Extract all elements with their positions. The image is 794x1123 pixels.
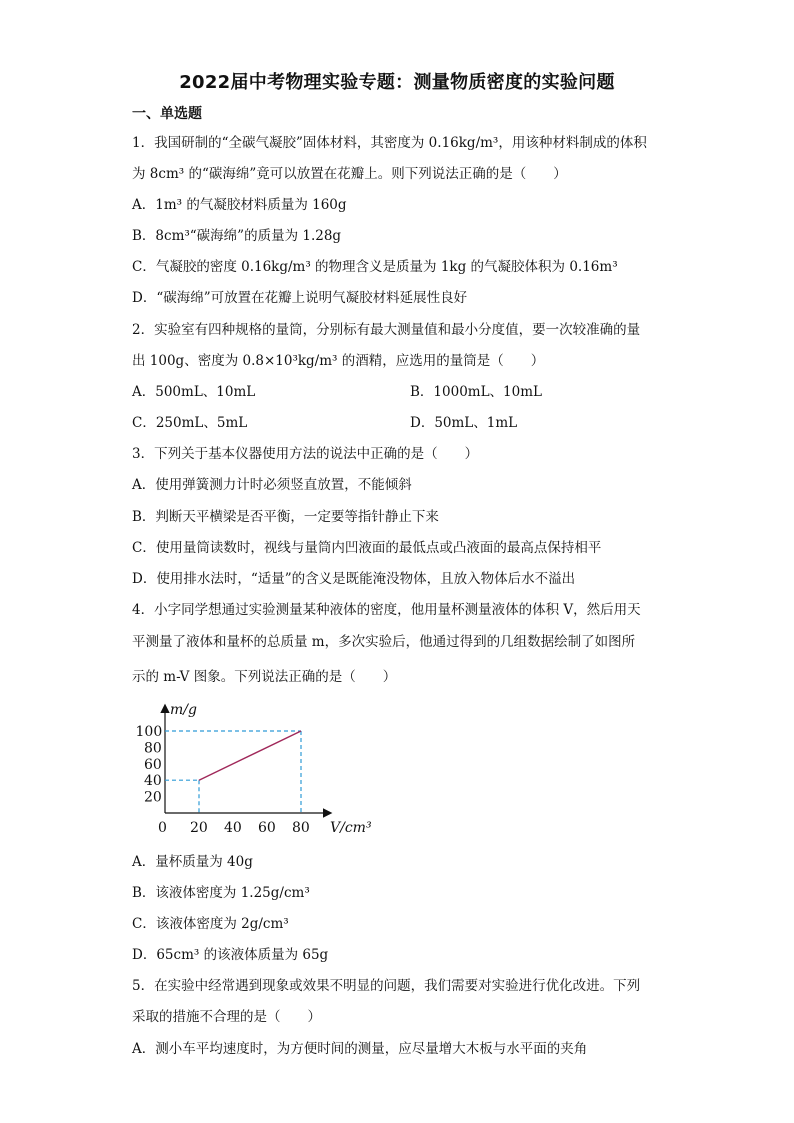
q3-option-c: C．使用量筒读数时，视线与量筒内凹液面的最低点或凸液面的最高点保持相平 (132, 540, 602, 556)
y-tick-label: 20 (144, 789, 162, 806)
q1-option-d: D．“碳海绵”可放置在花瓣上说明气凝胶材料延展性良好 (132, 290, 468, 306)
q4-stem-line1: 4．小字同学想通过实验测量某种液体的密度，他用量杯测量液体的体积 V，然后用天 (132, 602, 641, 618)
section-heading: 一、单选题 (132, 106, 202, 122)
x-tick-label: 40 (224, 820, 242, 836)
q2-option-d: D．50mL、1mL (410, 415, 518, 431)
guide-lines (165, 731, 301, 813)
q4-stem-line2: 平测量了液体和量杯的总质量 m，多次实验后，他通过得到的几组数据绘制了如图所 (132, 634, 636, 650)
q1-option-a: A．1m³ 的气凝胶材料质量为 160g (132, 197, 347, 213)
q2-stem-line1: 2．实验室有四种规格的量筒，分别标有最大测量值和最小分度值，要一次较准确的量 (132, 322, 641, 338)
q3-option-b: B．判断天平横梁是否平衡，一定要等指针静止下来 (132, 509, 439, 525)
x-tick-label: 0 (158, 820, 167, 836)
q1-stem-line2: 为 8cm³ 的“碳海绵”竟可以放置在花瓣上。则下列说法正确的是（ ） (132, 166, 567, 182)
y-tick-label: 100 (135, 724, 163, 740)
x-tick-label: 60 (258, 820, 276, 836)
q2-stem-line2: 出 100g、密度为 0.8×10³kg/m³ 的酒精，应选用的量筒是（ ） (132, 353, 545, 369)
q5-stem-line1: 5．在实验中经常遇到现象或效果不明显的问题，我们需要对实验进行优化改进。下列 (132, 978, 641, 994)
mv-graph (130, 696, 380, 844)
q4-option-a: A．量杯质量为 40g (132, 854, 253, 870)
q5-option-a: A．测小车平均速度时，为方便时间的测量，应尽量增大木板与水平面的夹角 (132, 1041, 588, 1057)
q2-option-c: C．250mL、5mL (132, 415, 248, 431)
q4-option-c: C．该液体密度为 2g/cm³ (132, 916, 289, 932)
q5-stem-line2: 采取的措施不合理的是（ ） (132, 1009, 321, 1025)
q2-option-a: A．500mL、10mL (132, 384, 256, 400)
page-title: 2022届中考物理实验专题：测量物质密度的实验问题 (179, 72, 615, 93)
q4-stem-line3: 示的 m-V 图象。下列说法正确的是（ ） (132, 669, 397, 685)
data-line (199, 731, 301, 780)
y-tick-label: 80 (144, 740, 162, 757)
data-series (199, 731, 301, 780)
x-tick-label: 20 (190, 820, 208, 836)
q4-option-d: D．65cm³ 的该液体质量为 65g (132, 947, 329, 963)
q4-option-b: B．该液体密度为 1.25g/cm³ (132, 885, 310, 901)
x-tick-labels (158, 820, 310, 836)
y-axis-label: m/g (170, 702, 197, 718)
q1-stem-line1: 1．我国研制的“全碳气凝胶”固体材料，其密度为 0.16kg/m³，用该种材料制成的体积 (132, 135, 647, 151)
x-axis-label: V/cm³ (330, 820, 372, 836)
y-tick-label: 40 (144, 773, 162, 790)
y-tick-label: 60 (144, 756, 162, 773)
q1-option-b: B．8cm³“碳海绵”的质量为 1.28g (132, 228, 342, 244)
q3-option-d: D．使用排水法时，“适量”的含义是既能淹没物体，且放入物体后水不溢出 (132, 571, 576, 587)
q2-option-b: B．1000mL、10mL (410, 384, 542, 400)
q3-option-a: A．使用弹簧测力计时必须竖直放置，不能倾斜 (132, 477, 412, 493)
y-tick-labels (136, 724, 163, 806)
q1-option-c: C．气凝胶的密度 0.16kg/m³ 的物理含义是质量为 1kg 的气凝胶体积为 0.16m³ (132, 259, 618, 275)
x-tick-label: 80 (292, 820, 310, 836)
q3-stem-line1: 3．下列关于基本仪器使用方法的说法中正确的是（ ） (132, 446, 479, 462)
